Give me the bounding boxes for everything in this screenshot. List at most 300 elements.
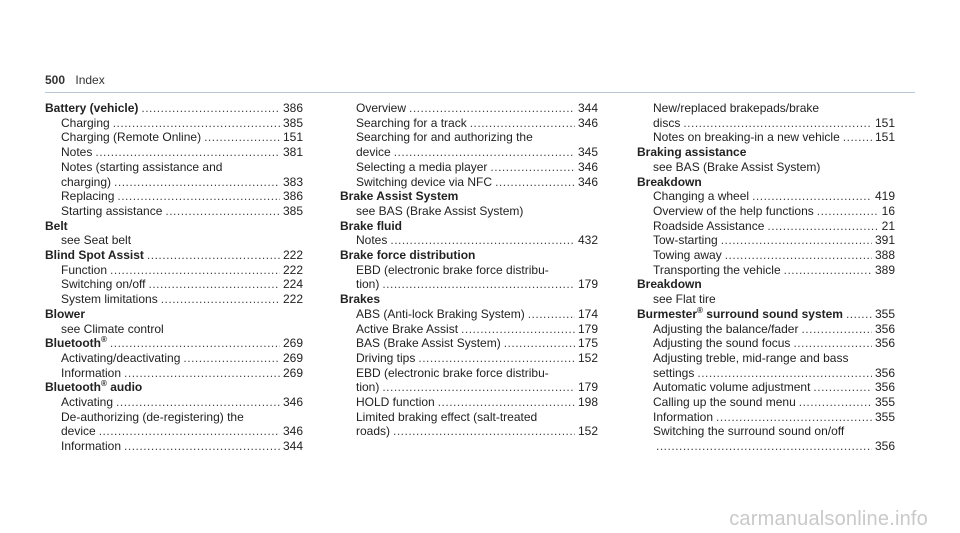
entry-label: Adjusting treble, mid-range and bass	[653, 350, 849, 365]
page-reference[interactable]: 222	[282, 248, 303, 263]
dot-leader	[165, 204, 280, 219]
dot-leader	[113, 116, 280, 131]
entry-text	[356, 395, 435, 410]
entry-text	[653, 292, 716, 307]
entry-label: Replacing	[61, 189, 115, 204]
entry-text	[340, 189, 458, 204]
page-reference[interactable]: 198	[577, 395, 598, 410]
page-reference[interactable]: 386	[282, 101, 303, 115]
entry-text	[356, 322, 458, 337]
index-entry[interactable]	[637, 395, 895, 410]
page-reference[interactable]: 152	[577, 424, 598, 439]
entry-label: tion)	[356, 380, 380, 395]
index-entry	[637, 101, 895, 116]
registered-mark: ®	[101, 379, 107, 389]
page-header	[45, 73, 105, 87]
entry-text	[653, 424, 844, 439]
dot-leader	[124, 439, 280, 454]
entry-label: charging)	[61, 174, 112, 189]
dot-leader	[697, 366, 872, 381]
index-entry[interactable]	[637, 248, 895, 263]
page-reference[interactable]: 346	[282, 395, 303, 410]
page-reference[interactable]: 389	[874, 262, 895, 277]
entry-label: Information	[61, 439, 122, 454]
index-entry[interactable]	[45, 277, 303, 292]
entry-text	[356, 380, 379, 395]
page-reference[interactable]: 355	[874, 306, 895, 321]
index-entry[interactable]	[45, 204, 303, 219]
dot-leader	[799, 395, 872, 410]
index-entry[interactable]	[45, 292, 303, 307]
index-entry[interactable]	[340, 116, 598, 131]
index-entry[interactable]	[45, 395, 303, 410]
entry-text	[45, 101, 138, 116]
registered-mark: ®	[697, 305, 703, 315]
entry-label: Activating/deactivating	[61, 350, 181, 365]
entry-label: Brake Assist System	[340, 189, 459, 204]
entry-label: Brake fluid	[340, 218, 403, 233]
index-entry	[340, 204, 598, 219]
entry-label: Searching for a track	[356, 115, 467, 130]
index-entry[interactable]	[340, 277, 598, 292]
page-reference[interactable]: 356	[874, 336, 895, 351]
dot-leader	[161, 292, 280, 307]
dot-leader	[817, 204, 879, 219]
entry-label: Bluetooth	[45, 336, 101, 351]
page-reference[interactable]: 222	[282, 262, 303, 277]
entry-text	[340, 292, 380, 307]
page-reference[interactable]: 432	[577, 233, 598, 248]
entry-label: Adjusting the sound focus	[653, 336, 791, 351]
entry-label: Charging	[61, 115, 110, 130]
index-entry[interactable]	[637, 219, 895, 234]
dot-leader	[204, 130, 280, 145]
page-reference[interactable]: 383	[282, 174, 303, 189]
entry-text	[637, 307, 843, 322]
index-entry[interactable]	[45, 116, 303, 131]
dot-leader	[504, 336, 575, 351]
entry-label: HOLD function	[356, 395, 435, 410]
entry-text	[61, 189, 114, 204]
entry-text	[45, 219, 68, 234]
index-entry[interactable]	[45, 366, 303, 381]
entry-label: ABS (Anti-lock Braking System)	[356, 306, 525, 321]
index-heading	[637, 277, 895, 292]
entry-label: Blower	[45, 306, 86, 321]
dot-leader	[390, 233, 575, 248]
entry-text	[61, 160, 222, 175]
entry-label: Brake force distribution	[340, 248, 476, 263]
index-entry	[637, 351, 895, 366]
dot-leader	[393, 424, 575, 439]
entry-text	[356, 175, 492, 190]
index-entry[interactable]	[340, 233, 598, 248]
page-reference[interactable]: 222	[282, 292, 303, 307]
index-entry[interactable]	[340, 424, 598, 439]
page-reference[interactable]: 224	[282, 277, 303, 292]
page-reference[interactable]: 344	[577, 101, 598, 115]
entry-text	[653, 263, 781, 278]
entry-label: Notes on breaking-in a new vehicle	[653, 130, 840, 145]
index-column-2	[340, 101, 598, 439]
index-entry	[45, 160, 303, 175]
index-heading	[637, 175, 895, 190]
index-entry[interactable]	[45, 263, 303, 278]
entry-label: New/replaced brakepads/brake	[653, 101, 820, 115]
dot-leader	[382, 277, 575, 292]
index-entry	[45, 410, 303, 425]
dot-leader	[470, 116, 575, 131]
entry-text	[61, 424, 96, 439]
entry-text	[45, 336, 107, 351]
entry-label: see Climate control	[61, 321, 164, 336]
entry-label: Notes	[61, 145, 93, 160]
dot-leader	[95, 145, 280, 160]
entry-text	[653, 351, 848, 366]
entry-label: Information	[61, 365, 122, 380]
page-reference[interactable]: 356	[874, 380, 895, 395]
index-entry[interactable]	[637, 130, 895, 145]
dot-leader	[382, 380, 575, 395]
page-reference[interactable]: 16	[881, 203, 895, 218]
entry-label: roads)	[356, 424, 391, 439]
index-entry[interactable]	[637, 263, 895, 278]
page-reference[interactable]: 419	[874, 189, 895, 204]
entry-text	[653, 410, 713, 425]
entry-text	[61, 145, 92, 160]
page-reference[interactable]: 179	[577, 277, 598, 292]
entry-label: Activating	[61, 395, 114, 410]
entry-text	[356, 145, 391, 160]
entry-text	[653, 219, 764, 234]
entry-label: Information	[653, 409, 714, 424]
page-reference[interactable]: 356	[874, 439, 895, 454]
dot-leader	[141, 101, 280, 116]
index-entry[interactable]	[45, 439, 303, 454]
entry-text	[653, 395, 796, 410]
page-reference[interactable]: 269	[282, 336, 303, 351]
index-entry[interactable]	[637, 380, 895, 395]
entry-label: Selecting a media player	[356, 159, 488, 174]
entry-label: see BAS (Brake Assist System)	[653, 159, 821, 174]
dot-leader	[409, 101, 575, 116]
index-heading	[45, 380, 303, 395]
index-entry[interactable]	[340, 101, 598, 116]
dot-leader	[99, 424, 280, 439]
entry-label: device	[61, 424, 96, 439]
index-heading	[340, 189, 598, 204]
page-reference[interactable]: 355	[874, 395, 895, 410]
page-reference[interactable]: 356	[874, 365, 895, 380]
dot-leader	[183, 351, 280, 366]
entry-text	[356, 307, 525, 322]
index-entry	[340, 366, 598, 381]
page-reference[interactable]: 346	[577, 159, 598, 174]
dot-leader	[495, 175, 575, 190]
entry-text	[340, 219, 402, 234]
entry-label: Belt	[45, 218, 68, 233]
entry-label: De-authorizing (de-registering) the	[61, 409, 244, 424]
registered-mark: ®	[101, 335, 107, 345]
entry-text	[356, 101, 406, 116]
entry-label: Searching for and authorizing the	[356, 130, 533, 145]
index-entry[interactable]	[637, 116, 895, 131]
entry-label: Notes	[356, 233, 388, 248]
entry-label: Calling up the sound menu	[653, 395, 796, 410]
index-entry[interactable]	[45, 189, 303, 204]
dot-leader	[117, 189, 280, 204]
index-entry[interactable]	[637, 410, 895, 425]
entry-text	[356, 160, 487, 175]
entry-label: Automatic volume adjustment	[653, 380, 811, 395]
dot-leader	[683, 116, 872, 131]
entry-label: EBD (electronic brake force distribu-	[356, 365, 549, 380]
entry-text	[61, 116, 110, 131]
entry-text	[653, 116, 680, 131]
entry-label: Bluetooth	[45, 380, 101, 395]
page-reference[interactable]: 269	[282, 365, 303, 380]
entry-text	[340, 248, 475, 263]
dot-leader	[528, 307, 575, 322]
index-heading[interactable]	[45, 101, 303, 116]
index-entry[interactable]	[340, 351, 598, 366]
index-entry[interactable]	[45, 145, 303, 160]
index-entry[interactable]	[45, 351, 303, 366]
dot-leader	[656, 439, 872, 454]
index-entry[interactable]	[340, 336, 598, 351]
entry-text	[653, 189, 749, 204]
entry-text	[356, 263, 549, 278]
entry-text	[356, 233, 387, 248]
page-reference[interactable]: 21	[881, 218, 895, 233]
dot-leader	[147, 248, 280, 263]
index-entry[interactable]	[340, 380, 598, 395]
index-entry[interactable]	[45, 424, 303, 439]
index-heading	[637, 145, 895, 160]
entry-text	[653, 233, 718, 248]
entry-label: Notes (starting assistance and	[61, 159, 223, 174]
page-reference[interactable]: 346	[282, 424, 303, 439]
page-reference[interactable]: 385	[282, 203, 303, 218]
entry-text	[356, 410, 537, 425]
page-reference[interactable]: 346	[577, 115, 598, 130]
page-reference[interactable]: 174	[577, 306, 598, 321]
entry-text	[637, 145, 746, 160]
dot-leader	[767, 219, 878, 234]
entry-label: Transporting the vehicle	[653, 262, 781, 277]
watermark-text: carmanualsonline.info	[729, 508, 928, 530]
index-entry[interactable]	[45, 175, 303, 190]
entry-label: Roadside Assistance	[653, 218, 765, 233]
entry-text	[356, 116, 467, 131]
dot-leader	[149, 277, 280, 292]
index-entry[interactable]	[340, 395, 598, 410]
dot-leader	[843, 130, 872, 145]
index-column-3	[637, 101, 895, 454]
dot-leader	[752, 189, 872, 204]
entry-label: BAS (Brake Assist System)	[356, 336, 501, 351]
dot-leader	[124, 366, 280, 381]
page-number: 500	[45, 73, 66, 87]
entry-text	[45, 248, 144, 263]
index-heading[interactable]	[45, 336, 303, 351]
index-entry[interactable]	[340, 322, 598, 337]
dot-leader	[116, 395, 280, 410]
entry-label: see Flat tire	[653, 292, 716, 307]
entry-label: Driving tips	[356, 350, 416, 365]
page-reference[interactable]: 151	[282, 130, 303, 145]
page-reference[interactable]: 355	[874, 409, 895, 424]
entry-text	[653, 336, 790, 351]
entry-text	[356, 424, 390, 439]
entry-text	[637, 277, 702, 292]
entry-text	[61, 263, 107, 278]
dot-leader	[725, 248, 872, 263]
entry-text	[61, 351, 180, 366]
entry-label: Battery (vehicle)	[45, 101, 139, 115]
index-entry[interactable]	[637, 336, 895, 351]
entry-label: EBD (electronic brake force distribu-	[356, 262, 549, 277]
index-entry	[637, 160, 895, 175]
index-entry[interactable]	[340, 307, 598, 322]
dot-leader	[110, 263, 280, 278]
dot-leader	[461, 322, 575, 337]
index-entry[interactable]	[637, 204, 895, 219]
index-entry[interactable]	[340, 160, 598, 175]
page-reference[interactable]: 345	[577, 145, 598, 160]
entry-text	[653, 380, 810, 395]
entry-text	[653, 204, 814, 219]
dot-leader	[813, 380, 872, 395]
index-heading	[45, 307, 303, 322]
entry-label: Switching device via NFC	[356, 174, 493, 189]
entry-text	[653, 322, 798, 337]
entry-label: Braking assistance	[637, 145, 747, 160]
entry-text	[61, 233, 131, 248]
index-entry[interactable]	[340, 145, 598, 160]
index-entry[interactable]	[45, 130, 303, 145]
entry-text	[653, 130, 840, 145]
entry-text	[45, 307, 85, 322]
entry-label: Starting assistance	[61, 203, 163, 218]
entry-label: see BAS (Brake Assist System)	[356, 203, 524, 218]
page-reference[interactable]: 381	[282, 145, 303, 160]
entry-label: Breakdown	[637, 174, 702, 189]
index-heading[interactable]	[637, 307, 895, 322]
index-heading	[340, 248, 598, 263]
entry-text	[61, 395, 113, 410]
entry-label: device	[356, 145, 391, 160]
dot-leader	[110, 336, 280, 351]
entry-label-suffix: audio	[106, 380, 143, 395]
entry-label: System limitations	[61, 292, 158, 307]
index-entry[interactable]	[637, 233, 895, 248]
entry-label: Switching the surround sound on/off	[653, 424, 845, 439]
entry-text	[61, 410, 244, 425]
entry-text	[356, 130, 533, 145]
page-reference[interactable]: 346	[577, 174, 598, 189]
index-entry	[340, 263, 598, 278]
entry-label: Overview of the help functions	[653, 203, 814, 218]
entry-text	[61, 204, 162, 219]
entry-text	[61, 130, 201, 145]
entry-label: Adjusting the balance/fader	[653, 321, 799, 336]
entry-text	[653, 366, 694, 381]
entry-text	[356, 204, 523, 219]
header-divider	[45, 92, 915, 93]
dot-leader	[716, 410, 872, 425]
index-entry[interactable]	[637, 366, 895, 381]
entry-label: discs	[653, 115, 681, 130]
entry-label: tion)	[356, 277, 380, 292]
dot-leader	[490, 160, 575, 175]
entry-label: Function	[61, 262, 108, 277]
entry-label: Overview	[356, 101, 407, 115]
entry-label: Switching on/off	[61, 277, 146, 292]
index-heading[interactable]	[45, 248, 303, 263]
dot-leader	[438, 395, 575, 410]
page-reference[interactable]: 391	[874, 233, 895, 248]
index-entry[interactable]	[637, 189, 895, 204]
entry-text	[61, 175, 111, 190]
index-entry[interactable]	[340, 175, 598, 190]
entry-text	[356, 351, 415, 366]
entry-label-suffix: surround sound system	[702, 306, 843, 321]
entry-label: settings	[653, 365, 695, 380]
page-reference[interactable]: 385	[282, 115, 303, 130]
dot-leader	[721, 233, 872, 248]
index-entry[interactable]	[637, 439, 895, 454]
entry-text	[356, 277, 379, 292]
index-heading	[340, 219, 598, 234]
page-reference[interactable]: 386	[282, 189, 303, 204]
page-reference[interactable]: 269	[282, 350, 303, 365]
entry-label: Limited braking effect (salt-treated	[356, 409, 538, 424]
index-entry	[45, 233, 303, 248]
dot-leader	[846, 307, 872, 322]
entry-label: Tow-starting	[653, 233, 718, 248]
page-reference[interactable]: 151	[874, 130, 895, 145]
page-reference[interactable]: 151	[874, 115, 895, 130]
entry-label: Changing a wheel	[653, 189, 750, 204]
entry-label: Brakes	[340, 292, 381, 307]
page-reference[interactable]: 152	[577, 350, 598, 365]
index-entry[interactable]	[637, 322, 895, 337]
entry-text	[356, 366, 549, 381]
entry-label: Active Brake Assist	[356, 321, 459, 336]
entry-label: Towing away	[653, 248, 722, 263]
index-entry	[340, 410, 598, 425]
dot-leader	[394, 145, 575, 160]
index-column-1	[45, 101, 303, 454]
page-reference[interactable]: 344	[282, 439, 303, 454]
dot-leader	[784, 263, 872, 278]
entry-text	[653, 160, 820, 175]
entry-text	[653, 248, 722, 263]
page-reference[interactable]: 388	[874, 248, 895, 263]
page-reference[interactable]: 179	[577, 380, 598, 395]
entry-text	[637, 175, 702, 190]
entry-text	[45, 380, 142, 395]
page-reference[interactable]: 175	[577, 336, 598, 351]
entry-label: Charging (Remote Online)	[61, 130, 202, 145]
page-reference[interactable]: 179	[577, 321, 598, 336]
index-entry	[637, 424, 895, 439]
index-heading	[45, 219, 303, 234]
index-entry	[340, 130, 598, 145]
page-reference[interactable]: 356	[874, 321, 895, 336]
dot-leader	[114, 175, 280, 190]
